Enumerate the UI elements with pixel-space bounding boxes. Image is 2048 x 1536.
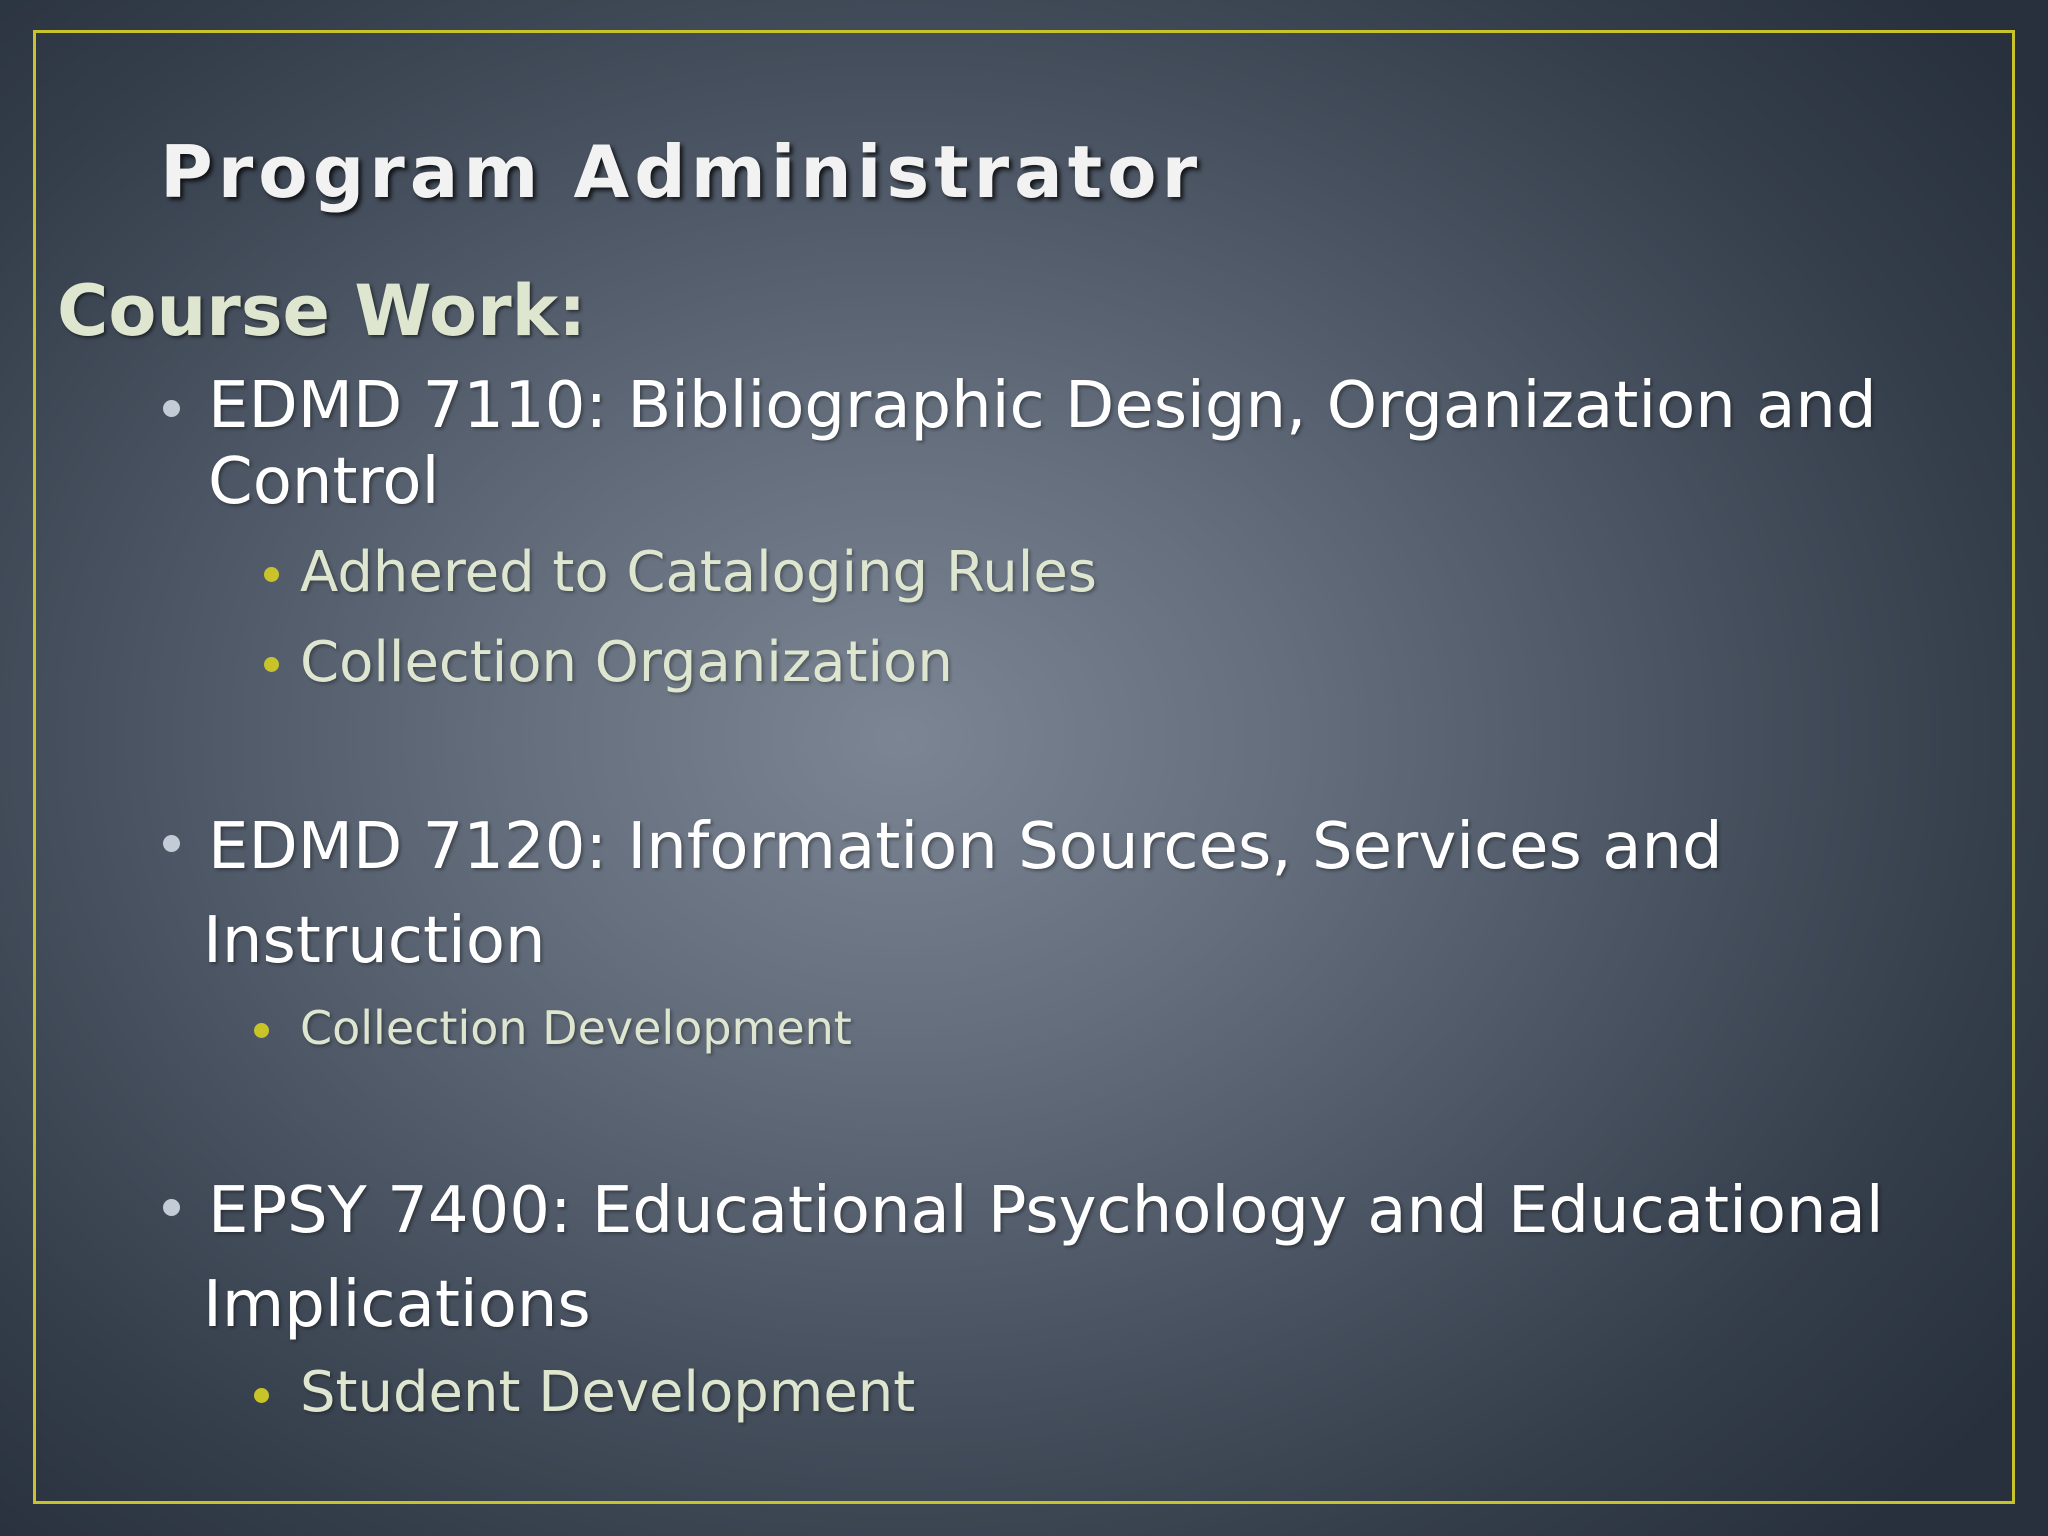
course-2-line-1: EDMD 7120: Information Sources, Services and	[208, 810, 1723, 884]
bullet-course-3-item-1	[254, 1388, 269, 1403]
course-3-line-2: Implications	[203, 1268, 591, 1342]
course-2-item-1: Collection Development	[300, 1001, 852, 1055]
course-3-item-1: Student Development	[300, 1360, 916, 1425]
bullet-course-1-item-2	[264, 657, 279, 672]
course-2-title	[203, 800, 1968, 988]
slide-title: Program Administrator	[160, 130, 1203, 214]
course-1-item-2: Collection Organization	[300, 630, 953, 695]
bullet-course-3	[163, 1199, 180, 1216]
bullet-course-1	[163, 400, 180, 417]
course-2-line-2: Instruction	[203, 904, 546, 978]
course-1-title	[208, 368, 1968, 520]
course-3-line-1: EPSY 7400: Educational Psychology and Educational	[208, 1174, 1884, 1248]
section-heading: Course Work:	[57, 270, 587, 352]
course-1-line-2: Control	[208, 445, 440, 519]
course-1-line-1: EDMD 7110: Bibliographic Design, Organization and	[208, 369, 1877, 443]
bullet-course-2	[163, 835, 180, 852]
bullet-course-1-item-1	[264, 567, 279, 582]
course-1-item-1: Adhered to Cataloging Rules	[300, 540, 1097, 605]
bullet-course-2-item-1	[254, 1023, 269, 1038]
course-3-title	[203, 1164, 1968, 1352]
